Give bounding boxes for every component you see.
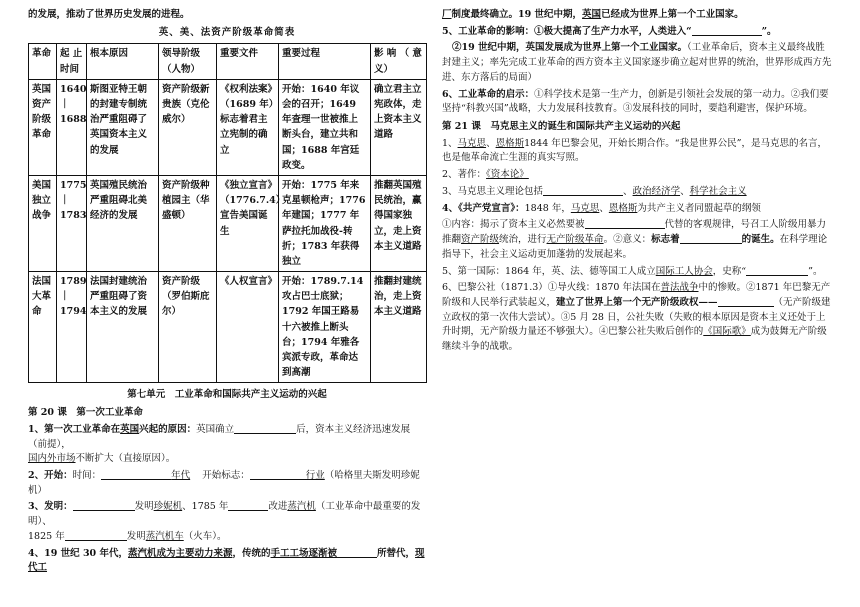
- time-end: 1794: [60, 306, 87, 318]
- table-header-row: [29, 44, 427, 79]
- time-sep: ｜: [60, 291, 70, 303]
- time-end: 1688: [60, 114, 87, 126]
- time-sep: ｜: [60, 99, 70, 110]
- unit-title: 第七单元 工业革命和国际共产主义运动的兴起: [127, 389, 327, 401]
- time-start: 1789: [60, 276, 87, 288]
- fill-blank[interactable]: [718, 296, 774, 307]
- question-5-b: ②19 世纪中期，英国发展成为世界上第一个工业国家。（工业革命后，资本主义最终战胜封建主义；率先完成工业革命的西方资本主义国家逐步确立起对世界的统治，世界形成西方先进、东方落后的局面）: [442, 42, 832, 83]
- cell-time: [57, 272, 87, 383]
- cell-leader: 资产阶级（罗伯斯庇尔）: [159, 272, 217, 383]
- cell-leader: 资产阶级新贵族（克伦威尔）: [159, 79, 217, 175]
- question-4: 4、19 世纪 30 年代，蒸汽机成为主要动力来源，传统的手工工场逐渐被 所替代，现代工: [28, 547, 425, 574]
- cell-leader: 资产阶级种植园主（华盛顿）: [159, 175, 217, 271]
- header-cell: 领导阶级（人物）: [159, 44, 217, 79]
- table-row: [29, 175, 427, 271]
- question-2: 2、开始：时间： 年代 开始标志： 行业（哈格里夫斯发明珍妮机）: [28, 469, 420, 496]
- header-cell: 重要过程: [279, 44, 371, 79]
- cell-process: 开始：1775 年来克星顿枪声；1776 年建国；1777 年萨拉托加战役-转折；1783 年获得独立: [279, 175, 371, 271]
- lesson-21-title: 第 21 课 马克思主义的诞生和国际共产主义运动的兴起: [442, 121, 681, 133]
- revolution-table: [28, 43, 427, 383]
- time-sep: ｜: [60, 195, 70, 207]
- time-start: 1775: [60, 179, 87, 191]
- cell-document: 《权利法案》（1689 年）标志着君主立宪制的确立: [217, 79, 279, 175]
- cell-cause: 英国殖民统治严重阻碍北美经济的发展: [87, 175, 159, 271]
- cell-process: 开始：1789.7.14 攻占巴士底狱；1792 年国王路易十六被推上断头台；1794 年雅各宾派专政，革命达到高潮: [279, 272, 371, 383]
- l21-item-6: 6、巴黎公社（1871.3）①导火线：1870 年法国在普法战争中的惨败。②1871 年巴黎无产阶级和人民举行武装起义，建立了世界上第一个无产阶级政权—— （无产阶级建立政权的第一次伟大尝试）。③5 月 28 日，公社失败（失败的根本原因是资本主义还处于上升时期，无产阶级力量还不够强大）。④巴黎公社失败后创作的《国际歌》成为鼓舞无产阶级继续斗争的战歌。: [442, 282, 831, 353]
- fill-blank[interactable]: [234, 423, 296, 434]
- cell-cause: 法国封建统治严重阻碍了资本主义的发展: [87, 272, 159, 383]
- fill-blank[interactable]: [585, 218, 665, 229]
- cell-name: 美国独立战争: [29, 175, 57, 271]
- cell-time: [57, 79, 87, 175]
- cell-impact: 推翻封建统治，走上资本主义道路: [371, 272, 427, 383]
- cell-cause: 斯图亚特王朝的封建专制统治严重阻碍了英国资本主义的发展: [87, 79, 159, 175]
- header-cell: 革命: [29, 44, 57, 79]
- fill-blank[interactable]: [250, 469, 306, 480]
- lesson-20-title: 第 20 课 第一次工业革命: [28, 407, 143, 419]
- question-1: 1、第一次工业革命在英国兴起的原因：英国确立 后，资本主义经济迅速发展（前提）， 国内外市场不断扩大（直接原因）。: [28, 423, 411, 465]
- fill-blank[interactable]: [101, 469, 171, 480]
- left-column: [28, 8, 426, 578]
- country-uk: 英国: [120, 423, 140, 435]
- l21-item-5: 5、第一国际：1864 年，英、法、德等国工人成立国际工人协会，史称“ ”。: [442, 265, 823, 277]
- cell-name: 英国资产阶级革命: [29, 79, 57, 175]
- cell-impact: 推翻英国殖民统治，赢得国家独立，走上资本主义道路: [371, 175, 427, 271]
- fill-blank[interactable]: [543, 185, 623, 196]
- l21-item-2: 2、著作：《资本论》: [442, 169, 529, 181]
- fill-blank[interactable]: [228, 500, 268, 511]
- question-6: 6、工业革命的启示：①科学技术是第一生产力，创新是引领社会发展的第一动力。②我们要坚持“科教兴国”战略，大力发展科技教育。③发展科技的同时，要趋利避害，保护环境。: [442, 88, 829, 115]
- fill-blank[interactable]: [73, 500, 135, 511]
- header-cell: 根本原因: [87, 44, 159, 79]
- question-5: 5、工业革命的影响：①极大提高了生产力水平，人类进入“ ”。: [442, 25, 777, 37]
- fill-blank[interactable]: [65, 530, 127, 541]
- header-cell: 影 响 （ 意义）: [371, 44, 427, 79]
- time-start: 1640: [60, 83, 87, 95]
- table-row: [29, 79, 427, 175]
- cell-time: [57, 175, 87, 271]
- right-column: [442, 8, 834, 357]
- question-3: 3、发明： 发明珍妮机、1785 年 改进蒸汽机（工业革命中最重要的发明）、 1825 年 发明蒸汽机车（火车）。: [28, 501, 421, 542]
- cell-process: 开始：1640 年议会的召开；1649 年查理一世被推上断头台，建立共和国；1688 年宫廷政变。: [279, 79, 371, 175]
- time-end: 1783: [60, 210, 87, 222]
- table-title: 英、美、法资产阶级革命简表: [158, 26, 296, 38]
- cell-impact: 确立君主立宪政体，走上资本主义道路: [371, 79, 427, 175]
- l21-item-4-content: ①内容：揭示了资本主义必然要被 代替的客观规律，号召工人阶级用暴力推翻资产阶级统治，进行无产阶级革命。②意义：标志着 的诞生。在科学理论指导下，社会主义运动更加蓬勃的发展起来。: [442, 219, 828, 260]
- intro-line: 的发展，推动了世界历史发展的进程。: [28, 9, 190, 20]
- l21-item-3: 3、马克思主义理论包括 、政治经济学、科学社会主义: [442, 185, 747, 197]
- continued-line: 厂制度最终确立。19 世纪中期，英国已经成为世界上第一个工业国家。: [442, 9, 744, 20]
- l21-item-4: 4、《共产党宣言》：1848 年，马克思、恩格斯为共产主义者同盟起草的纲领: [442, 202, 761, 214]
- header-cell: 起 止 时间: [57, 44, 87, 79]
- table-row: [29, 272, 427, 383]
- fill-blank[interactable]: [692, 25, 762, 36]
- fill-blank[interactable]: [337, 547, 377, 558]
- cell-document: 《人权宣言》: [217, 272, 279, 383]
- l21-item-1: 1、马克思、恩格斯1844 年巴黎会见，开始长期合作。“我是世界公民”，是马克思的名言，也是他革命流亡生涯的真实写照。: [442, 137, 828, 164]
- fill-blank[interactable]: [680, 233, 742, 244]
- cell-document: 《独立宣言》（1776.7.4）宣告美国诞生: [217, 175, 279, 271]
- cell-name: 法国大革命: [29, 272, 57, 383]
- fill-blank[interactable]: [746, 265, 808, 276]
- header-cell: 重要文件: [217, 44, 279, 79]
